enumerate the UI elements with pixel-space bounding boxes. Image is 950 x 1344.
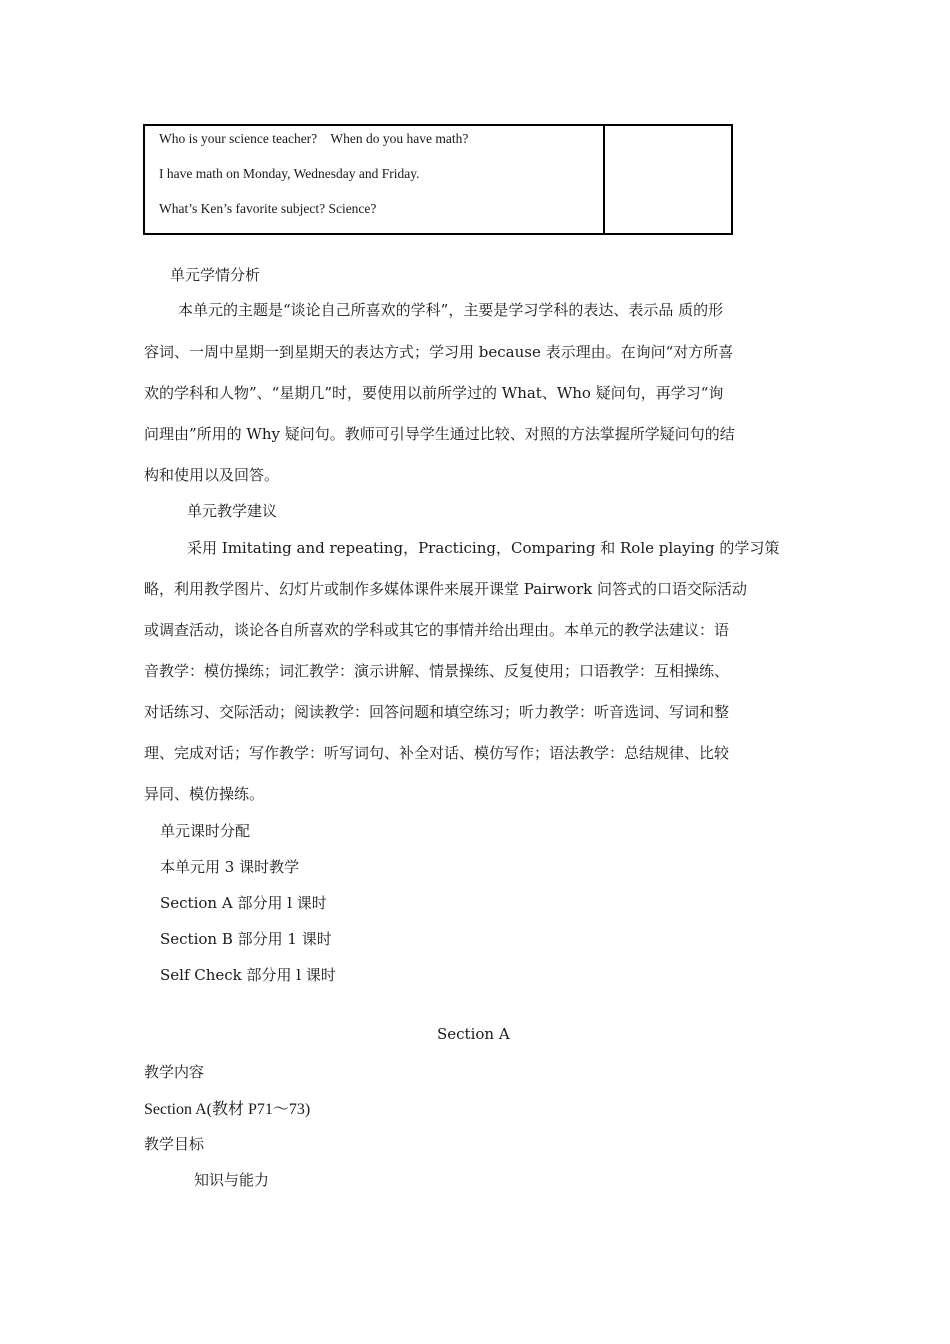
allocation-line: 本单元用 3 课时教学 — [160, 858, 300, 876]
allocation-line: Section A 部分用 l 课时 — [160, 894, 327, 912]
table-line: Who is your science teacher? When do you have math? — [159, 131, 469, 146]
suggestions-line: 采用 Imitating and repeating，Practicing，Comparing 和 Role playing 的学习策 — [187, 539, 780, 557]
analysis-line: 本单元的主题是“谈论自己所喜欢的学科”，主要是学习学科的表达、表示品 质的形 — [178, 301, 724, 319]
content-text: Section A(教材 P71～73) — [144, 1101, 311, 1118]
analysis-line: 构和使用以及回答。 — [144, 466, 280, 484]
suggestions-line: 音教学：模仿操练；词汇教学：演示讲解、情景操练、反复使用；口语教学：互相操练、 — [144, 662, 730, 680]
analysis-line: 问理由”所用的 Why 疑问句。教师可引导学生通过比较、对照的方法掌握所学疑问句的结 — [144, 425, 735, 443]
analysis-line: 容词、一周中星期一到星期天的表达方式；学习用 because 表示理由。在询问“对方所喜 — [144, 343, 734, 361]
section-title: Section A — [437, 1025, 510, 1043]
suggestions-line: 对话练习、交际活动；阅读教学：回答问题和填空练习；听力教学：听音选词、写词和整 — [144, 703, 730, 721]
goals-heading: 教学目标 — [144, 1135, 205, 1153]
knowledge-heading: 知识与能力 — [194, 1171, 270, 1189]
analysis-line: 欢的学科和人物”、“星期几”时，要使用以前所学过的 What、Who 疑问句，再学习“询 — [144, 384, 724, 402]
suggestions-line: 略，利用教学图片、幻灯片或制作多媒体课件来展开课堂 Pairwork 问答式的口语交际活动 — [144, 580, 747, 598]
table-line: What’s Ken’s favorite subject? Science? — [159, 201, 377, 216]
allocation-line: Section B 部分用 1 课时 — [160, 930, 332, 948]
analysis-heading: 单元学情分析 — [170, 266, 261, 284]
suggestions-line: 异同、模仿操练。 — [144, 785, 265, 803]
table-line: I have math on Monday, Wednesday and Friday. — [159, 166, 420, 181]
content-table — [143, 124, 733, 235]
allocation-line: Self Check 部分用 l 课时 — [160, 966, 336, 984]
suggestions-heading: 单元教学建议 — [187, 502, 278, 520]
suggestions-line: 或调查活动，谈论各自所喜欢的学科或其它的事情并给出理由。本单元的教学法建议：语 — [144, 621, 730, 639]
suggestions-line: 理、完成对话；写作教学：听写词句、补全对话、模仿写作；语法教学：总结规律、比较 — [144, 744, 730, 762]
content-heading: 教学内容 — [144, 1063, 205, 1081]
table-divider — [603, 126, 605, 233]
allocation-heading: 单元课时分配 — [160, 822, 251, 840]
